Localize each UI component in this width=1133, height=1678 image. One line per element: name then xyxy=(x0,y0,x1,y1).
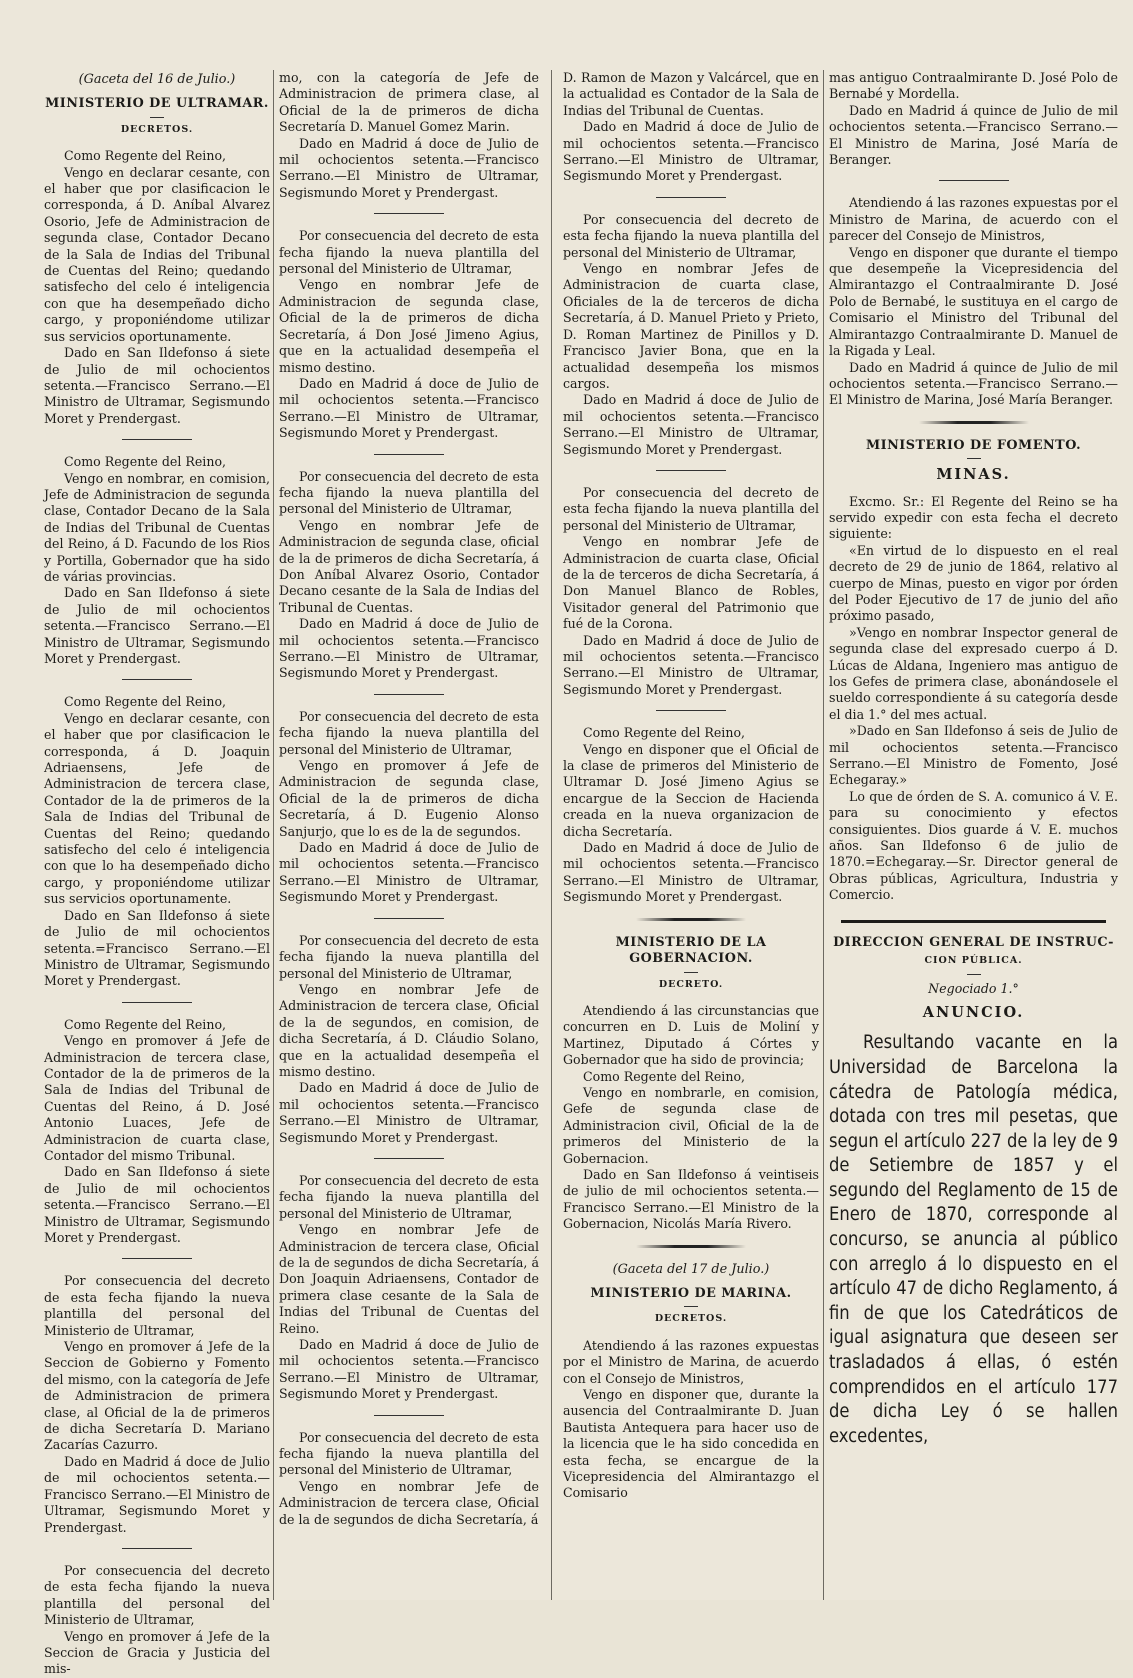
anuncio-heading: ANUNCIO. xyxy=(922,1003,1025,1021)
decree-opening: Como Regente del Reino, xyxy=(64,454,227,470)
decree-opening: Por consecuencia del decreto de esta fecha fijando la nueva plantilla del personal del Ministerio de Ultramar, xyxy=(279,468,539,517)
decree-body: Vengo en nombrar Jefe de Administracion de cuarta clase, Oficial de la de terceros de dicha Secretaría, á Don Manuel Blanco de Robles, Visitador general del Patrimonio que fué de la Corona. xyxy=(563,534,819,632)
separator xyxy=(122,1548,192,1549)
decree-opening: Atendiendo á las circunstancias que concurren en D. Luis de Moliní y Martinez, Diputado á Córtes y Gobernador que ha sido de provincia; xyxy=(563,1002,819,1068)
decree-opening: Por consecuencia del decreto de esta fecha fijando la nueva plantilla del personal del Ministerio de Ultramar, xyxy=(279,932,539,981)
decree xyxy=(44,454,270,667)
decree xyxy=(44,1273,270,1536)
decree xyxy=(563,1338,819,1502)
separator xyxy=(374,1158,444,1159)
decree-body: Vengo en disponer que durante el tiempo que desempeñe la Vicepresidencia del Almirantazgo el Contraalmirante D. José Polo de Bernabé, le sustituya en el cargo de Comisario el Ministro del Tribunal del Almirantazgo Contraalmirante D. Manuel de la Rigada y Leal. xyxy=(829,244,1118,359)
gazette-date-header: (Gaceta del 17 de Julio.) xyxy=(612,1261,770,1277)
decree xyxy=(44,1017,270,1247)
separator xyxy=(656,197,726,198)
negociado-label: Negociado 1.° xyxy=(928,980,1019,996)
decree-closing: Dado en Madrid á doce de Julio de mil ochocientos setenta.—Francisco Serrano.—El Ministro de Ultramar, Segismundo Moret y Prendergast. xyxy=(44,1453,270,1535)
separator xyxy=(122,679,192,680)
decree-closing: Dado en San Ildefonso á siete de Julio de mil ochocientos setenta.—Francisco Serrano.—El Ministro de Ultramar, Segismundo Moret y Prendergast. xyxy=(44,1164,270,1245)
separator xyxy=(374,213,444,214)
direction-heading-cont: CION PÚBLICA. xyxy=(924,955,1023,967)
direction-heading: DIRECCION GENERAL DE INSTRUC- xyxy=(833,934,1114,950)
decree-closing: Dado en Madrid á quince de Julio de mil ochocientos setenta.—Francisco Serrano.—El Ministro de Marina, José María Beranger. xyxy=(829,359,1118,408)
decree-body: Vengo en promover á Jefe de la Seccion de Gobierno y Fomento del mismo, con la categoría de Jefe de Administracion de primera clase, al Oficial de la de primeros de dicha Secretaría D. Mariano Zacarías Cazurro. xyxy=(44,1339,270,1453)
column-3 xyxy=(563,70,819,1600)
decree-body: Vengo en promover á Jefe de la Seccion de Gracia y Justicia del mis- xyxy=(44,1628,270,1677)
section-separator xyxy=(636,918,746,921)
decree xyxy=(279,1430,539,1528)
separator xyxy=(122,1002,192,1003)
separator xyxy=(656,710,726,711)
decree-intro: Excmo. Sr.: El Regente del Reino se ha servido expedir con esta fecha el decreto siguiente: xyxy=(829,493,1118,542)
decree-closing: Dado en Madrid á doce de Julio de mil ochocientos setenta.—Francisco Serrano.—El Ministro de Ultramar, Segismundo Moret y Prendergast. xyxy=(279,1337,539,1402)
decree-opening: Por consecuencia del decreto de esta fecha fijando la nueva plantilla del personal del Ministerio de Ultramar, xyxy=(563,211,819,260)
decree-opening: Por consecuencia del decreto de esta fecha fijando la nueva plantilla del personal del Ministerio de Ultramar, xyxy=(44,1273,270,1338)
decree-body: Vengo en declarar cesante, con el haber que por clasificacion le corresponda, á D. Aníbal Alvarez Osorio, Jefe de Administracion de segunda clase, Contador Decano de la Sala de Indias del Tribunal de Cuentas del Reino; quedando satisfecho del celo é inteligencia con que ha desempeñado dicho cargo, y proponiéndome utilizar sus servicios oportunamente. xyxy=(44,164,270,344)
section-rule xyxy=(841,920,1107,923)
decree xyxy=(279,70,539,201)
decree xyxy=(44,148,270,427)
column-rule xyxy=(823,70,824,1600)
column-rule xyxy=(273,70,274,1600)
decree-body: D. Ramon de Mazon y Valcárcel, que en la actualidad es Contador de la Sala de Indias del Tribunal de Cuentas. xyxy=(563,70,819,118)
decree-quote: »Vengo en nombrar Inspector general de segunda clase del expresado cuerpo á D. Lúcas de Aldana, Ingeniero mas antiguo de los Gefes de primera clase, abonándosele el sueldo correspondiente á su categoría desde el dia 1.° del mes actual. xyxy=(829,624,1118,722)
decree-closing: Dado en San Ildefonso á veintiseis de julio de mil ochocientos setenta.—Francisco Serrano.—El Ministro de la Gobernacion, Nicolás María Rivero. xyxy=(563,1166,819,1232)
decree-closing: Dado en Madrid á quince de Julio de mil ochocientos setenta.—Francisco Serrano.—El Ministro de Marina, José María de Beranger. xyxy=(829,102,1118,168)
separator xyxy=(374,694,444,695)
decree-opening: Como Regente del Reino, xyxy=(64,1016,227,1032)
decree-opening: Por consecuencia del decreto de esta fecha fijando la nueva plantilla del personal del Ministerio de Ultramar, xyxy=(279,1429,539,1478)
column-rule xyxy=(551,70,552,1600)
decree-label: DECRETO. xyxy=(658,978,724,990)
decree-body: Vengo en disponer que el Oficial de la clase de primeros del Ministerio de Ultramar D. José Jimeno Agius se encargue de la Seccion de Hacienda creada en la nueva organizacion de dicha Secretaría. xyxy=(563,741,819,839)
divider xyxy=(684,1306,698,1307)
ministry-heading: MINISTERIO DE FOMENTO. xyxy=(865,437,1082,453)
decree-closing: Dado en San Ildefonso á siete de Julio de mil ochocientos setenta.=Francisco Serrano.—El Ministro de Ultramar, Segismundo Moret y Prendergast. xyxy=(44,907,270,989)
divider xyxy=(967,458,981,459)
decree-body: Vengo en nombrar, en comision, Jefe de Administracion de segunda clase, Contador Decano de la Sala de Indias del Tribunal de Cuentas del Reino, á D. Facundo de los Rios y Portilla, Gobernador que ha sido de várias provincias. xyxy=(44,470,270,584)
separator xyxy=(656,470,726,471)
decree-body: Vengo en promover á Jefe de Administracion de segunda clase, Oficial de la de primeros de dicha Secretaría, á D. Eugenio Alonso Sanjurjo, que lo es de la de segundos. xyxy=(279,758,539,839)
decree-closing: Dado en Madrid á doce de Julio de mil ochocientos setenta.—Francisco Serrano.—El Ministro de Ultramar, Segismundo Moret y Prendergast. xyxy=(279,135,539,200)
decree-body: mas antiguo Contraalmirante D. José Polo de Bernabé y Mordella. xyxy=(829,70,1118,102)
decree xyxy=(44,694,270,989)
decree xyxy=(563,485,819,698)
decree xyxy=(279,709,539,906)
separator xyxy=(122,1258,192,1259)
decree-opening: Atendiendo á las razones expuestas por el Ministro de Marina, de acuerdo con el parecer del Consejo de Ministros, xyxy=(829,195,1118,244)
decree-opening: Como Regente del Reino, xyxy=(64,148,227,164)
decree-body: Vengo en nombrarle, en comision, Gefe de segunda clase de Administracion civil, Oficial de la de primeros del Ministerio de la Gobernacion. xyxy=(563,1084,819,1166)
decree-closing: Dado en Madrid á doce de Julio de mil ochocientos setenta.—Francisco Serrano.—El Ministro de Ultramar, Segismundo Moret y Prendergast. xyxy=(279,616,539,681)
decree-body: Vengo en nombrar Jefe de Administracion de tercera clase, Oficial de la de segundos de dicha Secretaría, á Don Joaquin Adriaensens, Contador de primera clase cesante de la Sala de Indias del Tribunal de Cuentas del Reino. xyxy=(279,1222,539,1336)
decree-closing: Lo que de órden de S. A. comunico á V. E. para su conocimiento y efectos consiguientes. Dios guarde á V. E. muchos años. San Ildefonso 6 de julio de 1870.=Echegaray.—Sr. Director general de Obras públicas, Agricultura, Industria y Comercio. xyxy=(829,788,1118,903)
divider xyxy=(684,972,698,973)
decree-body: Vengo en declarar cesante, con el haber que por clasificacion le corresponda, á D. Joaquin Adriaensens, Jefe de Administracion de tercera clase, Contador de la de primeros de la Sala de Indias del Tribunal de Cuentas del Reino; quedando satisfecho del celo é inteligencia con que lo ha desempeñado dicho cargo, y proponiéndome utilizar sus servicios oportunamente. xyxy=(44,710,270,907)
section-heading: MINAS. xyxy=(936,466,1011,484)
decree-opening: Atendiendo á las razones expuestas por el Ministro de Marina, de acuerdo con el Consejo de Ministros, xyxy=(563,1337,819,1386)
decree-opening: Por consecuencia del decreto de esta fecha fijando la nueva plantilla del personal del Ministerio de Ultramar, xyxy=(44,1562,270,1628)
decree-body: Vengo en promover á Jefe de Administracion de tercera clase, Contador de la de primeros de la Sala de Indias del Tribunal de Cuentas del Reino, á D. José Antonio Luaces, Jefe de Administracion de cuarta clase, Contador del mismo Tribunal. xyxy=(44,1033,270,1163)
decree-opening: Como Regente del Reino, xyxy=(64,694,227,710)
decrees-label: DECRETOS. xyxy=(120,123,194,135)
decree xyxy=(563,1003,819,1233)
decree-closing: Dado en Madrid á doce de Julio de mil ochocientos setenta.—Francisco Serrano.—El Ministro de Ultramar, Segismundo Moret y Prendergast. xyxy=(563,840,819,905)
decree xyxy=(563,212,819,458)
decree-body: Vengo en nombrar Jefe de Administracion de segunda clase, Oficial de la de primeros de dicha Secretaría, á Don José Jimeno Agius, que en la actualidad desempeña el mismo destino. xyxy=(279,277,539,375)
column-1 xyxy=(44,70,270,1677)
gazette-date-header: (Gaceta del 16 de Julio.) xyxy=(78,72,236,87)
decree xyxy=(44,1563,270,1678)
decree-closing: Dado en San Ildefonso á siete de Julio de mil ochocientos setenta.—Francisco Serrano.—El Ministro de Ultramar, Segismundo Moret y Prendergast. xyxy=(44,585,270,666)
decree-opening: Por consecuencia del decreto de esta fecha fijando la nueva plantilla del personal del Ministerio de Ultramar, xyxy=(279,708,539,757)
ministry-heading: MINISTERIO DE MARINA. xyxy=(590,1286,792,1301)
decrees-label: DECRETOS. xyxy=(654,1313,728,1325)
column-2 xyxy=(279,70,539,1600)
separator xyxy=(122,439,192,440)
decree xyxy=(563,70,819,185)
decree-closing: Dado en Madrid á doce de Julio de mil ochocientos setenta.—Francisco Serrano.—El Ministro de Ultramar, Segismundo Moret y Prendergast. xyxy=(279,1080,539,1145)
divider xyxy=(150,117,164,118)
ministry-heading: MINISTERIO DE ULTRAMAR. xyxy=(45,96,269,112)
decree xyxy=(279,469,539,682)
ministry-heading: MINISTERIO DE LA GOBERNACION. xyxy=(615,934,767,967)
column-4 xyxy=(829,70,1118,1600)
decree xyxy=(279,228,539,441)
anuncio-text: Resultando vacante en la Universidad de Barcelona la cátedra de Patología médica, dotada con tres mil pesetas, que segun el artículo 227 de la ley de 9 de Setiembre de 1857 y el segundo del Reglamento de 15 de Enero de 1870, corresponde al concurso, se anuncia al público con arreglo á lo dispuesto en el artículo 47 de dicho Reglamento, á fin de que los Catedráticos de igual asignatura que deseen ser trasladados á ellas, ó estén comprendidos en el artículo 177 de dicha Ley ó se hallen excedentes, xyxy=(829,1032,1118,1447)
section-separator xyxy=(636,1245,746,1248)
decree-closing: Dado en San Ildefonso á siete de Julio de mil ochocientos setenta.—Francisco Serrano.—El Ministro de Ultramar, Segismundo Moret y Prendergast. xyxy=(44,345,270,426)
decree xyxy=(279,1173,539,1403)
decree-opening: Por consecuencia del decreto de esta fecha fijando la nueva plantilla del personal del Ministerio de Ultramar, xyxy=(279,228,539,277)
decree xyxy=(829,70,1118,168)
separator xyxy=(374,454,444,455)
decree-opening: Por consecuencia del decreto de esta fecha fijando la nueva plantilla del personal del Ministerio de Ultramar, xyxy=(563,484,819,533)
decree xyxy=(563,725,819,905)
separator xyxy=(939,180,1009,181)
decree-body: Vengo en nombrar Jefe de Administracion de tercera clase, Oficial de la de segundos de dicha Secretaría, á xyxy=(279,1478,539,1527)
decree-closing: Dado en Madrid á doce de Julio de mil ochocientos setenta.—Francisco Serrano.—El Ministro de Ultramar, Segismundo Moret y Prendergast. xyxy=(563,632,819,697)
section-separator xyxy=(919,421,1029,424)
divider xyxy=(967,974,981,975)
decree-quote: »Dado en San Ildefonso á seis de Julio de mil ochocientos setenta.—Francisco Serrano.—El Ministro de Fomento, José Echegaray.» xyxy=(829,723,1118,788)
decree-body: Vengo en nombrar Jefe de Administracion de segunda clase, oficial de la de primeros de dicha Secretaría, á Don Aníbal Alvarez Osorio, Contador Decano cesante de la Sala de Indias del Tribunal de Cuentas. xyxy=(279,517,539,615)
decree-regent: Como Regente del Reino, xyxy=(583,1068,746,1084)
decree-body: Vengo en nombrar Jefe de Administracion de tercera clase, Oficial de la de segundos, en comision, de dicha Secretaría, á D. Cláudio Solano, que en la actualidad desempeña el mismo destino. xyxy=(279,981,539,1079)
decree-closing: Dado en Madrid á doce de Julio de mil ochocientos setenta.—Francisco Serrano.—El Ministro de Ultramar, Segismundo Moret y Prendergast. xyxy=(563,119,819,184)
decree xyxy=(279,933,539,1146)
decree-opening: Por consecuencia del decreto de esta fecha fijando la nueva plantilla del personal del Ministerio de Ultramar, xyxy=(279,1172,539,1221)
decree-body: Vengo en disponer que, durante la ausencia del Contraalmirante D. Juan Bautista Antequera para hacer uso de la licencia que le ha sido concedida en esta fecha, se encargue de la Vicepresidencia del Almirantazgo el Comisario xyxy=(563,1387,819,1501)
decree-opening: Como Regente del Reino, xyxy=(583,725,746,741)
decree-closing: Dado en Madrid á doce de Julio de mil ochocientos setenta.—Francisco Serrano.—El Ministro de Ultramar, Segismundo Moret y Prendergast. xyxy=(279,375,539,441)
decree xyxy=(829,195,1118,408)
separator xyxy=(374,918,444,919)
decree-closing: Dado en Madrid á doce de Julio de mil ochocientos setenta.—Francisco Serrano.—El Ministro de Ultramar, Segismundo Moret y Prendergast. xyxy=(279,840,539,905)
decree-closing: Dado en Madrid á doce de Julio de mil ochocientos setenta.—Francisco Serrano.—El Ministro de Ultramar, Segismundo Moret y Prendergast. xyxy=(563,392,819,457)
decree-body: mo, con la categoría de Jefe de Administracion de primera clase, al Oficial de la de primeros de dicha Secretaría D. Manuel Gomez Marin. xyxy=(279,70,539,135)
decree xyxy=(829,494,1118,904)
separator xyxy=(374,1415,444,1416)
decree-body: Vengo en nombrar Jefes de Administracion de cuarta clase, Oficiales de la de terceros de dicha Secretaría, á D. Manuel Prieto y Prieto, D. Roman Martinez de Pinillos y D. Francisco Javier Bona, que en la actualidad desempeña los mismos cargos. xyxy=(563,261,819,391)
decree-quote: «En virtud de lo dispuesto en el real decreto de 29 de junio de 1864, relativo al cuerpo de Minas, puesto en vigor por órden del Poder Ejecutivo de 17 de junio del año próximo pasado, xyxy=(829,542,1118,624)
